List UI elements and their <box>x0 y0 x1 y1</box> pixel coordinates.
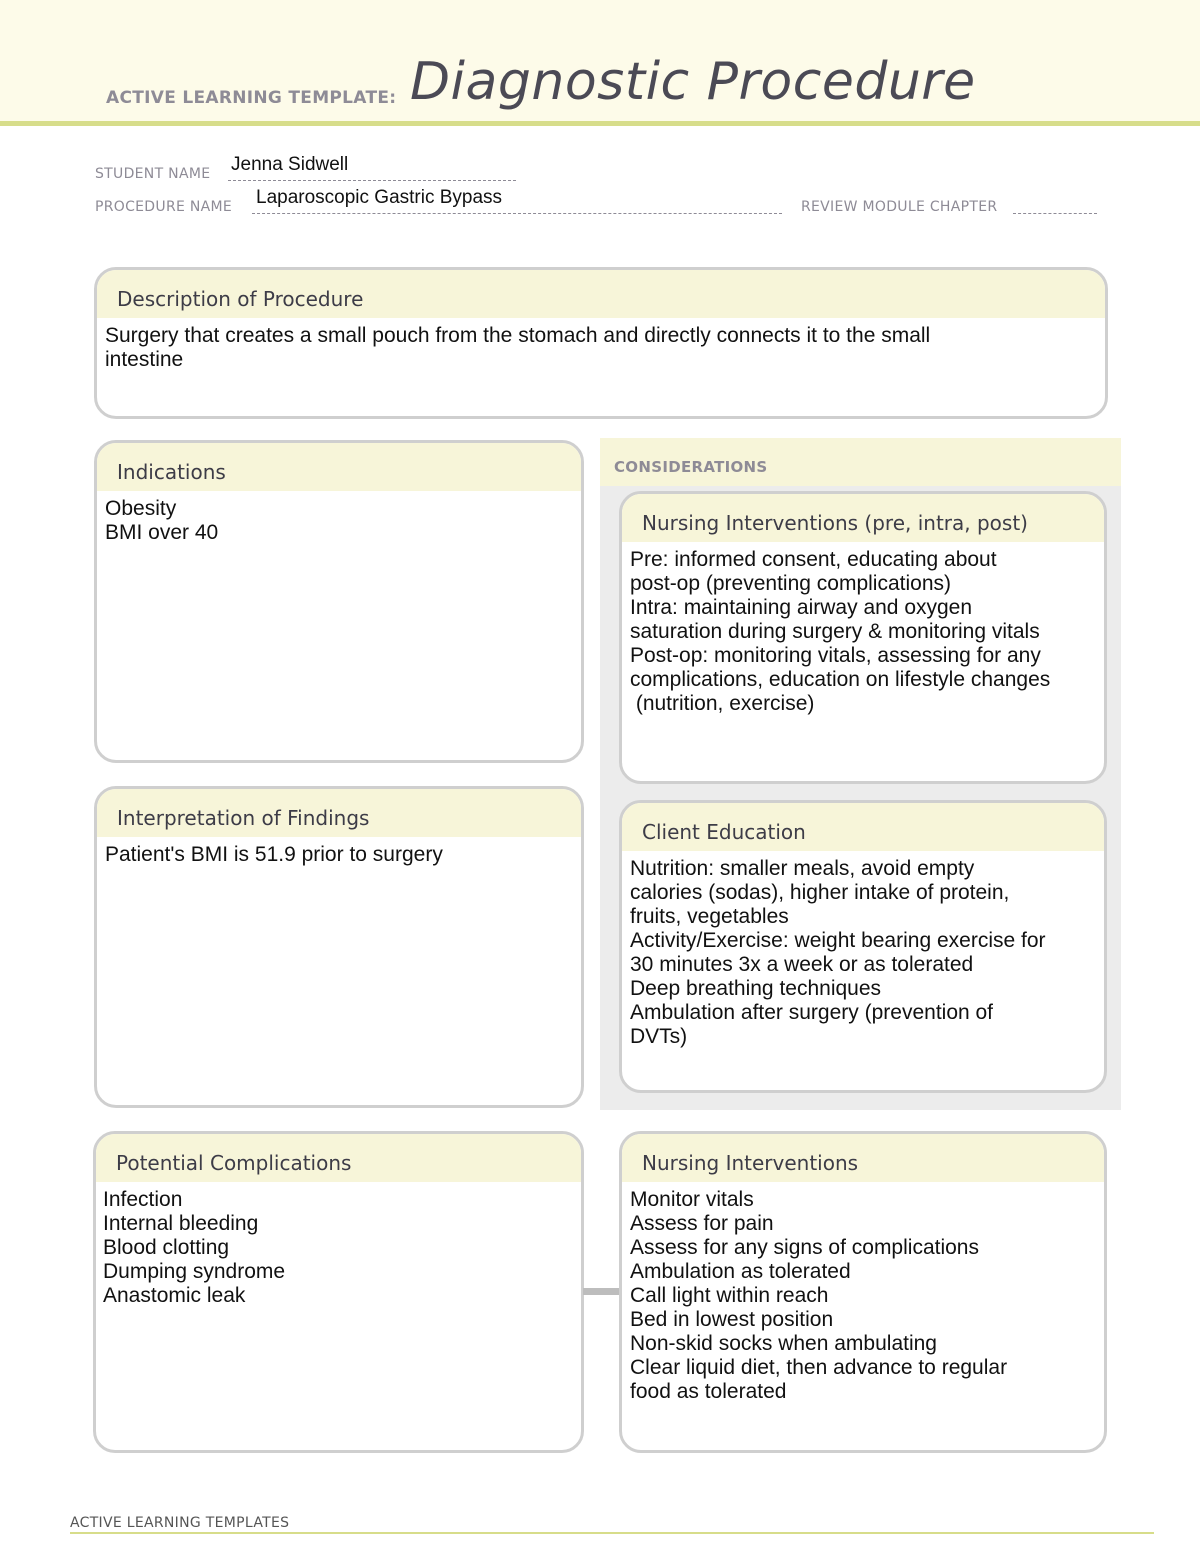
nursing-interventions-ppp-line: Pre: informed consent, educating about <box>630 548 997 571</box>
nursing-interventions-line: Assess for any signs of complications <box>630 1236 979 1259</box>
nursing-interventions-ppp-box <box>619 491 1107 784</box>
potential-complications-body[interactable] <box>96 1182 581 1308</box>
page-title: Diagnostic Procedure <box>410 52 976 112</box>
interpretation-line: Patient's BMI is 51.9 prior to surgery <box>105 843 443 866</box>
nursing-interventions-ppp-line: complications, education on lifestyle changes <box>630 668 1051 691</box>
description-body[interactable] <box>97 318 1105 372</box>
nursing-interventions-line: Assess for pain <box>630 1212 774 1235</box>
interpretation-title: Interpretation of Findings <box>97 789 581 837</box>
nursing-interventions-ppp-line: post-op (preventing complications) <box>630 572 951 595</box>
nursing-interventions-ppp-title: Nursing Interventions (pre, intra, post) <box>622 494 1104 542</box>
nursing-interventions-ppp-line: saturation during surgery & monitoring vitals <box>630 620 1040 643</box>
client-education-line: DVTs) <box>630 1025 688 1048</box>
connector-bar <box>583 1288 621 1295</box>
client-education-line: 30 minutes 3x a week or as tolerated <box>630 953 974 976</box>
nursing-interventions-ppp-line: Intra: maintaining airway and oxygen <box>630 596 973 619</box>
client-education-line: Deep breathing techniques <box>630 977 882 1000</box>
description-line: Surgery that creates a small pouch from the stomach and directly connects it to the small <box>105 324 931 347</box>
nursing-interventions-line: Clear liquid diet, then advance to regular <box>630 1356 1008 1379</box>
nursing-interventions-ppp-body[interactable] <box>622 542 1104 716</box>
description-title: Description of Procedure <box>97 270 1105 318</box>
nursing-interventions-box <box>619 1131 1107 1453</box>
indications-line: Obesity <box>105 497 177 520</box>
considerations-label: CONSIDERATIONS <box>614 458 768 476</box>
interpretation-box <box>94 786 584 1108</box>
client-education-box <box>619 800 1107 1093</box>
header-rule <box>0 121 1200 126</box>
description-line: intestine <box>105 348 184 371</box>
nursing-interventions-line: Monitor vitals <box>630 1188 754 1211</box>
nursing-interventions-line: Call light within reach <box>630 1284 829 1307</box>
potential-complications-line: Blood clotting <box>103 1236 230 1259</box>
nursing-interventions-line: Bed in lowest position <box>630 1308 834 1331</box>
potential-complications-line: Dumping syndrome <box>103 1260 286 1283</box>
description-box <box>94 267 1108 419</box>
procedure-name-field[interactable]: Laparoscopic Gastric Bypass <box>256 187 503 208</box>
nursing-interventions-line: Ambulation as tolerated <box>630 1260 851 1283</box>
nursing-interventions-ppp-line: Post-op: monitoring vitals, assessing for any <box>630 644 1041 667</box>
client-education-line: calories (sodas), higher intake of protein, <box>630 881 1010 904</box>
potential-complications-box <box>93 1131 584 1453</box>
indications-line: BMI over 40 <box>105 521 219 544</box>
client-education-title: Client Education <box>622 803 1104 851</box>
client-education-line: Ambulation after surgery (prevention of <box>630 1001 994 1024</box>
potential-complications-line: Internal bleeding <box>103 1212 259 1235</box>
indications-box <box>94 440 584 763</box>
nursing-interventions-body[interactable] <box>622 1182 1104 1404</box>
footer-label: ACTIVE LEARNING TEMPLATES <box>70 1515 290 1531</box>
indications-body[interactable] <box>97 491 581 545</box>
procedure-name-label: PROCEDURE NAME <box>95 199 233 215</box>
potential-complications-line: Infection <box>103 1188 183 1211</box>
indications-title: Indications <box>97 443 581 491</box>
review-module-field[interactable] <box>1013 213 1097 214</box>
nursing-interventions-title: Nursing Interventions <box>622 1134 1104 1182</box>
student-name-field[interactable]: Jenna Sidwell <box>231 154 349 175</box>
review-module-label: REVIEW MODULE CHAPTER <box>801 199 998 215</box>
interpretation-body[interactable] <box>97 837 581 867</box>
student-name-line <box>228 180 516 181</box>
template-label: ACTIVE LEARNING TEMPLATE: <box>106 88 397 108</box>
nursing-interventions-line: food as tolerated <box>630 1380 787 1403</box>
client-education-line: Nutrition: smaller meals, avoid empty <box>630 857 975 880</box>
potential-complications-line: Anastomic leak <box>103 1284 246 1307</box>
client-education-line: fruits, vegetables <box>630 905 789 928</box>
footer-rule <box>70 1532 1154 1534</box>
nursing-interventions-ppp-line: (nutrition, exercise) <box>630 692 815 715</box>
nursing-interventions-line: Non-skid socks when ambulating <box>630 1332 937 1355</box>
client-education-body[interactable] <box>622 851 1104 1049</box>
student-name-label: STUDENT NAME <box>95 166 211 182</box>
potential-complications-title: Potential Complications <box>96 1134 581 1182</box>
procedure-name-line <box>252 213 782 214</box>
client-education-line: Activity/Exercise: weight bearing exercise for <box>630 929 1046 952</box>
